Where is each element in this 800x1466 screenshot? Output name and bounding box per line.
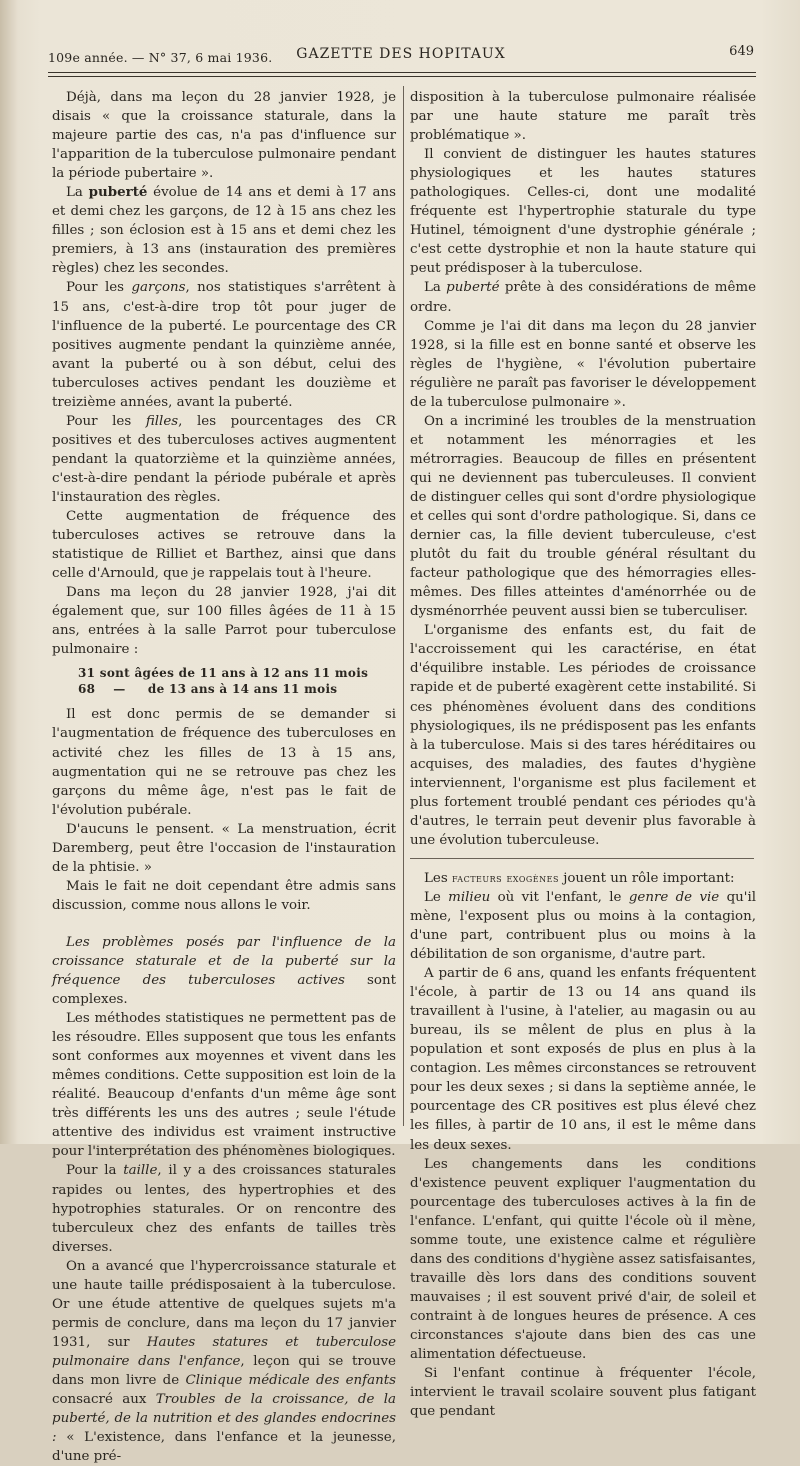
- paragraph: Comme je l'ai dit dans ma leçon du 28 janvier 1928, si la fille est en bonne santé et observe les règles de l'hygiène, « l'évolution pubertaire régulière ne paraît pas favoriser le développement de la tuberculose pulmonaire ».: [410, 318, 756, 410]
- paragraph: A partir de 6 ans, quand les enfants fréquentent l'école, à partir de 13 ou 14 ans quand ils travaillent à l'usine, à l'atelier, au magasin ou au bureau, ils se mêlent de plus en plus à la population et sont exposés de plus en plus à la contagion. Les mêmes circonstances se retrouvent pour les deux sexes ; si dans la septième année, le pourcentage des CR positives est plus élevé chez les filles, à partir de 10 ans, il est le même dans les deux sexes.: [410, 966, 756, 1153]
- paragraph: Les méthodes statistiques ne permettent pas de les résoudre. Elles supposent que tous les enfants sont conformes aux moyennes et vivent dans les mêmes conditions. Cette supposition est loin de la réalité. Beaucoup d'enfants d'un même âge sont très différents les uns des autres ; seule l'étude attentive des individus est vraiment instructive pour l'interprétation des phénomènes biologiques.: [52, 1011, 396, 1160]
- issue-info: 109e année. — N° 37, 6 mai 1936.: [48, 50, 273, 65]
- table-row: 68 — de 13 ans à 14 ans 11 mois: [78, 682, 338, 697]
- paragraph: Les facteurs exogènes jouent un rôle important:: [424, 870, 735, 886]
- left-column: [52, 88, 397, 1465]
- column-separator: [403, 86, 404, 1126]
- paragraph: Déjà, dans ma leçon du 28 janvier 1928, je disais « que la croissance staturale, dans la majeure partie des cas, n'a pas d'influence sur l'apparition de la tuberculose pulmonaire pendant la période pubertaire ».: [52, 90, 396, 182]
- paragraph: La puberté évolue de 14 ans et demi à 17 ans et demi chez les garçons, de 12 à 15 ans chez les filles ; son éclosion est à 15 ans et demi chez les premiers, à 13 ans (instauration des premières règles) chez les secondes.: [52, 184, 396, 277]
- paragraph: Si l'enfant continue à fréquenter l'école, intervient le travail scolaire souvent plus fatigant que pendant: [410, 1366, 756, 1420]
- paragraph: D'aucuns le pensent. « La menstruation, écrit Daremberg, peut être l'occasion de l'instauration de la phtisie. »: [52, 821, 396, 875]
- right-column: [410, 88, 757, 1420]
- section-gap: [52, 915, 396, 933]
- paragraph: Les changements dans les conditions d'existence peuvent expliquer l'augmentation du pourcentage des tuberculoses actives à la fin de l'enfance. L'enfant, qui quitte l'école où il mène, somme toute, une existence calme et régulière dans des conditions d'hygiène assez satisfaisantes, travaille dès lors dans des conditions souvent mauvaises ; il est souvent privé d'air, de soleil et contraint à de longues heures de présence. A ces circonstances s'ajoute dans bien des cas une alimentation défectueuse.: [410, 1156, 756, 1363]
- paragraph: disposition à la tuberculose pulmonaire réalisée par une haute stature me paraît très problématique ».: [410, 90, 756, 144]
- paragraph: Cette augmentation de fréquence des tuberculoses actives se retrouve dans la statistique de Rilliet et Barthez, ainsi que dans celle d'Arnould, que je rappelais tout à l'heure.: [52, 509, 396, 582]
- paragraph: Mais le fait ne doit cependant être admis sans discussion, comme nous allons le voir.: [52, 878, 396, 913]
- paragraph: Il est donc permis de se demander si l'augmentation de fréquence des tuberculoses en activité chez les filles de 13 à 15 ans, augmentation qui ne se retrouve pas chez les garçons du même âge, n'est pas le fait de l'évolution pubérale.: [52, 707, 396, 818]
- paragraph: Le milieu où vit l'enfant, le genre de vie qu'il mène, l'exposent plus ou moins à la contagion, d'une part, contribuent plus ou moins à la débilitation de son organisme, d'autre part.: [410, 889, 757, 963]
- paragraph: On a avancé que l'hypercroissance staturale et une haute taille prédisposaient à la tuberculose. Or une étude attentive de quelques sujets m'a permis de conclure, dans ma leçon du 17 janvier 1931, sur Hautes statures et tuberculose pulmonaire dans l'enfance, leçon qui se trouve dans mon livre de Clinique médicale des enfants consacré aux Troubles de la croissance, de la puberté, de la nutrition et des glandes endocrines : « L'existence, dans l'enfance et la jeunesse, d'une pré-: [52, 1258, 396, 1465]
- page-number: 649: [729, 44, 754, 59]
- paragraph: Dans ma leçon du 28 janvier 1928, j'ai dit également que, sur 100 filles âgées de 11 à 15 ans, entrées à la salle Parrot pour tuberculose pulmonaire :: [52, 585, 396, 658]
- paragraph: Pour les garçons, nos statistiques s'arrêtent à 15 ans, c'est-à-dire trop tôt pour juger de l'influence de la puberté. Le pourcentage des CR positives augmente pendant la quinzième année, avant la puberté ou à son début, celui des tuberculoses actives pendant les douzième et treizième années, avant la puberté.: [52, 280, 396, 410]
- paragraph: Il convient de distinguer les hautes statures physiologiques et les hautes statures pathologiques. Celles-ci, dont une modalité fréquente est l'hypertrophie staturale du type Hutinel, témoignent d'une dystrophie générale ; c'est cette dystrophie et non la haute stature qui peut prédisposer à la tuberculose.: [410, 147, 756, 277]
- header-rule-bottom: [48, 76, 756, 77]
- paragraph: Pour les filles, les pourcentages des CR positives et des tuberculoses actives augmentent pendant la quatorzième et la quinzième années, c'est-à-dire pendant la période pubérale et après l'instauration des règles.: [52, 413, 397, 505]
- section-divider: [410, 858, 754, 859]
- paragraph: Les problèmes posés par l'influence de la croissance staturale et de la puberté sur la fréquence des tuberculoses actives sont complexes.: [52, 934, 397, 1008]
- journal-title: GAZETTE DES HOPITAUX: [296, 46, 506, 62]
- page-header: [48, 44, 754, 68]
- paragraph: L'organisme des enfants est, du fait de l'accroissement qui les caractérise, en état d'équilibre instable. Les périodes de croissance rapide et de puberté exagèrent cette instabilité. Si ces phénomènes évoluent dans des conditions physiologiques, ils ne prédisposent pas les enfants à la tuberculose. Mais si des tares héréditaires ou acquises, des maladies, des fautes d'hygiène interviennent, l'organisme est plus facilement et plus fortement troublé pendant ces périodes qu'à d'autres, le terrain peut devenir plus favorable à une évolution tuberculeuse.: [410, 623, 756, 848]
- header-rule-top: [48, 72, 756, 73]
- age-table: [78, 665, 396, 697]
- paragraph: La puberté prête à des considérations de même ordre.: [410, 280, 757, 315]
- paragraph: On a incriminé les troubles de la menstruation et notamment les ménorragies et les métrorragies. Beaucoup de filles en présentent qui ne deviennent pas tuberculeuses. Il convient de distinguer celles qui sont d'ordre physiologique et celles qui sont d'ordre pathologique. Si, dans ce dernier cas, la fille devient tuberculeuse, c'est plutôt du fait du trouble général résultant du facteur pathologique que des hémorragies elles-mêmes. Des filles atteintes d'aménorrhée ou de dysménorrhée peuvent aussi bien se tuberculiser.: [410, 413, 756, 620]
- table-row: 31 sont âgées de 11 ans à 12 ans 11 mois: [78, 666, 369, 681]
- paragraph: Pour la taille, il y a des croissances staturales rapides ou lentes, des hypertrophies et des hypotrophies staturales. Or on rencontre des tuberculeux chez des enfants de tailles très diverses.: [52, 1163, 396, 1255]
